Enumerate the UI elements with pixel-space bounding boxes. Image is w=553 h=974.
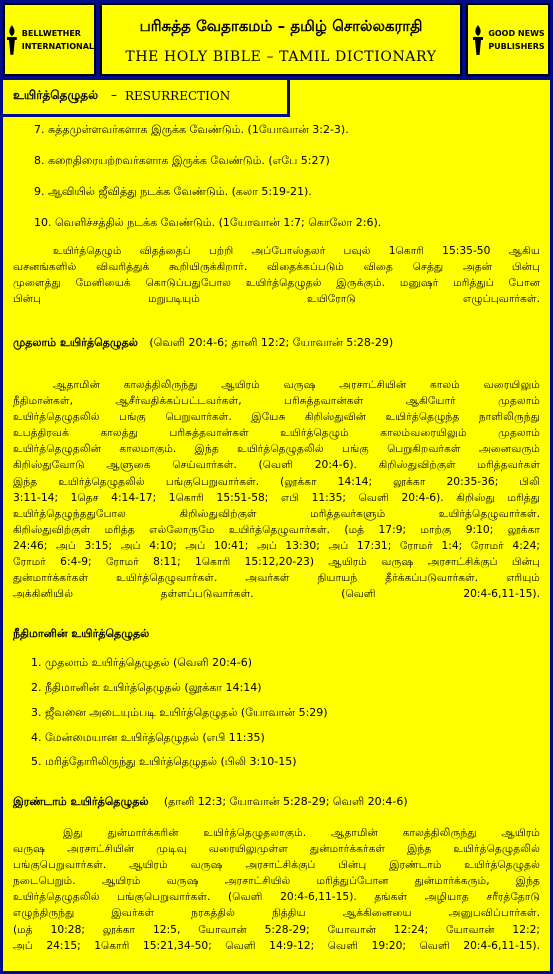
- paragraph-second-resurrection: [13, 825, 540, 954]
- paragraph-line: இது துன்மார்க்கரின் உயிர்த்தெழுதலாகும். ஆதாமின் காலத்திலிருந்து ஆயிரம்: [63, 826, 540, 839]
- topic-tab: [3, 80, 290, 117]
- paragraph-line: உயிர்த்தெழுதலில் பங்கு பெறுவார்கள். இயேசு கிறிஸ்துவின் உயிர்த்தெழுந்த நாளிலிருந்து: [13, 410, 540, 424]
- paragraph-line: உயிர்த்தெழுந்ததுபோல கிறிஸ்துவிற்குள் மரித்தவர்களும் உயிர்த்தெழுவார்கள்.: [13, 506, 540, 520]
- topic-separator: –: [111, 88, 117, 102]
- list-item: 10. வெளிச்சத்தில் நடக்க வேண்டும். (1யோவான் 1:7; கொலோ 2:6).: [34, 216, 382, 229]
- torch-icon: [471, 24, 485, 56]
- list-item: 9. ஆவியில் ஜீவித்து நடக்க வேண்டும். (கலா 5:19-21).: [34, 185, 312, 198]
- paragraph-line: கிறிஸ்துவோடு ஆளுகை செய்வார்கள். (வெளி 20:4-6). கிறிஸ்துவிற்குள் மரித்தவர்கள்: [13, 458, 540, 472]
- paragraph-line: உயிர்த்தெழுதலில் பங்குபெறுவார்கள். (வெளி 20:4-6,11-15). தங்கள் அழியாத சரீரத்தோடு: [13, 890, 540, 904]
- paragraph-line: வருஷ அரசாட்சியின் முடிவு வரையிலுமுள்ள துன்மார்க்கர்கள் இந்த உயிர்த்தெழுதலில்: [13, 842, 540, 856]
- bellwether-logo-text: BELLWETHER INTERNATIONAL: [21, 28, 94, 51]
- paragraph-line: கிறிஸ்துவிற்குள் மரித்த எல்லோருமே உயிர்த்தெழுவார்கள். (மத் 17:9; மாற்கு 9:10; லூக்கா: [13, 522, 540, 536]
- list-item: 1. முதலாம் உயிர்த்தெழுதல் (வெளி 20:4-6): [31, 656, 253, 669]
- paragraph-line: பங்குபெறுவார்கள். ஆயிரம் வருஷ அரசாட்சிக்குப் பின்பு இரண்டாம் உயிர்த்தெழுதல்: [13, 858, 540, 872]
- list-item: 5. மரித்தோரிலிருந்து உயிர்த்தெழுதல் (பிலி 3:10-15): [31, 755, 297, 768]
- paragraph-line: வசனங்களில் விவரித்துக் கூறியிருக்கிறார். விதைக்கப்படும் விதை செத்து அதன் பின்பு: [13, 260, 540, 274]
- paragraph-first-resurrection: [13, 377, 540, 602]
- paragraph-line: நடைபெறும். ஆயிரம் வருஷ அரசாட்சியில் மரித்துப்போன துன்மார்க்கரும், இந்த: [13, 874, 540, 888]
- title-box: [100, 3, 462, 76]
- paragraph-line: உபத்திரவக் காலத்து பரிசுத்தவான்கள் உயிர்த்தெழும் காலம்வரையிலும் முதலாம்: [13, 426, 540, 440]
- paragraph-line: இந்த உயிர்த்தெழுதலில் பங்குபெறுவார்கள். (லூக்கா 14:14; லூக்கா 20:35-36; பிலி: [13, 474, 540, 488]
- list-item: 7. சுத்தமுள்ளவர்களாக இருக்க வேண்டும். (1யோவான் 3:2-3).: [34, 123, 349, 136]
- title-tamil: பரிசுத்த வேதாகமம் – தமிழ் சொல்லகராதி: [139, 17, 423, 35]
- paragraph-line: 24:46; அப் 3:15; அப் 4:10; அப் 10:41; அப் 13:30; அப் 17:31; ரோமர் 1:4; ரோமர் 4:24;: [13, 538, 540, 552]
- section-heading-first-resurrection: [13, 336, 393, 351]
- list-item: 3. ஜீவனை அடையும்படி உயிர்த்தெழுதல் (யோவான் 5:29): [31, 706, 328, 719]
- bellwether-logo: [3, 3, 96, 76]
- paragraph-line: எழுந்திருந்து இவர்கள் நரகத்தில் நித்திய ஆக்கினையை அனுபவிப்பார்கள்.: [13, 906, 540, 920]
- section-title: நீதிமானின் உயிர்த்தெழுதல்: [13, 627, 150, 640]
- section-title: முதலாம் உயிர்த்தெழுதல்: [13, 336, 138, 349]
- section-heading-righteous-resurrection: [13, 627, 149, 642]
- torch-icon: [5, 24, 19, 56]
- list-item: 4. மேன்மையான உயிர்த்தெழுதல் (எபி 11:35): [31, 731, 265, 744]
- list-item: 8. கறைதிரையற்றவர்களாக இருக்க வேண்டும். (எபே 5:27): [34, 154, 330, 167]
- paragraph-line: பின்பு மறுபடியும் உயிரோடு எழுப்புவார்கள்.: [13, 292, 540, 306]
- good-news-logo-text: GOOD NEWS PUBLISHERS: [488, 28, 545, 51]
- title-english: THE HOLY BIBLE – TAMIL DICTIONARY: [125, 49, 437, 65]
- paragraph-line: துன்மார்க்கர்கள் உயிர்த்தெழுவார்கள். அவர்கள் நியாயந் தீர்க்கப்படுவார்கள். எரியும்: [13, 571, 540, 585]
- paragraph-line: ரோமர் 6:4-9; ரோமர் 8:11; 1கொரி 15:12,20-23) ஆயிரம் வருஷ அரசாட்சிக்குப் பின்பு: [13, 555, 540, 569]
- good-news-logo: [466, 3, 550, 76]
- section-reference: (தானி 12:3; யோவான் 5:28-29; வெளி 20:4-6): [163, 795, 408, 808]
- paragraph-line: அப் 24:15; 1கொரி 15:21,34-50; வெளி 14:9-12; வெளி 19:20; வெளி 20:4-6,11-15).: [13, 938, 540, 952]
- section-title: இரண்டாம் உயிர்த்தெழுதல்: [13, 795, 149, 808]
- content-panel: [3, 80, 550, 971]
- topic-english: RESURRECTION: [125, 89, 231, 103]
- paragraph-line: உயிர்த்தெழுதலின் காலமாகும். இந்த உயிர்த்தெழுதலில் பங்கு பெறுகிறவர்கள் அனைவரும்: [13, 442, 540, 456]
- paragraph-line: நீதிமான்கள், ஆசீர்வதிக்கப்பட்டவர்கள், பரிசுத்தவான்கள் ஆகியோர் முதலாம்: [13, 394, 540, 408]
- paragraph-line: 3:11-14; 1தெச 4:14-17; 1கொரி 15:51-58; எபி 11:35; வெளி 20:4-6). கிறிஸ்து மரித்து: [13, 490, 540, 504]
- paragraph-line: முளைத்து மேனியைக் கொடுப்பதுபோல உயிர்த்தெழுதல் இருக்கும். மனுஷர் மரித்துப் போன: [13, 276, 540, 290]
- section-reference: (வெளி 20:4-6; தானி 12:2; யோவான் 5:28-29): [149, 336, 394, 349]
- paragraph-resurrection-manner: [13, 243, 540, 307]
- paragraph-line: அக்கினியில் தள்ளப்படுவார்கள். (வெளி 20:4-6,11-15).: [13, 587, 540, 601]
- paragraph-line: ஆதாமின் காலத்திலிருந்து ஆயிரம் வருஷ அரசாட்சியின் காலம் வரையிலும்: [53, 378, 540, 391]
- paragraph-line: உயிர்த்தெழும் விதத்தைப் பற்றி அப்போஸ்தலர் பவுல் 1கொரி 15:35-50 ஆகிய: [53, 244, 540, 257]
- section-heading-second-resurrection: [13, 795, 408, 810]
- list-item: 2. நீதிமானின் உயிர்த்தெழுதல் (லூக்கா 14:14): [31, 681, 262, 694]
- topic-tamil: உயிர்த்தெழுதல்: [13, 88, 99, 102]
- paragraph-line: (மத் 10:28; லூக்கா 12:5, யோவான் 5:28-29; யோவான் 12:24; யோவான் 12:2;: [13, 922, 540, 936]
